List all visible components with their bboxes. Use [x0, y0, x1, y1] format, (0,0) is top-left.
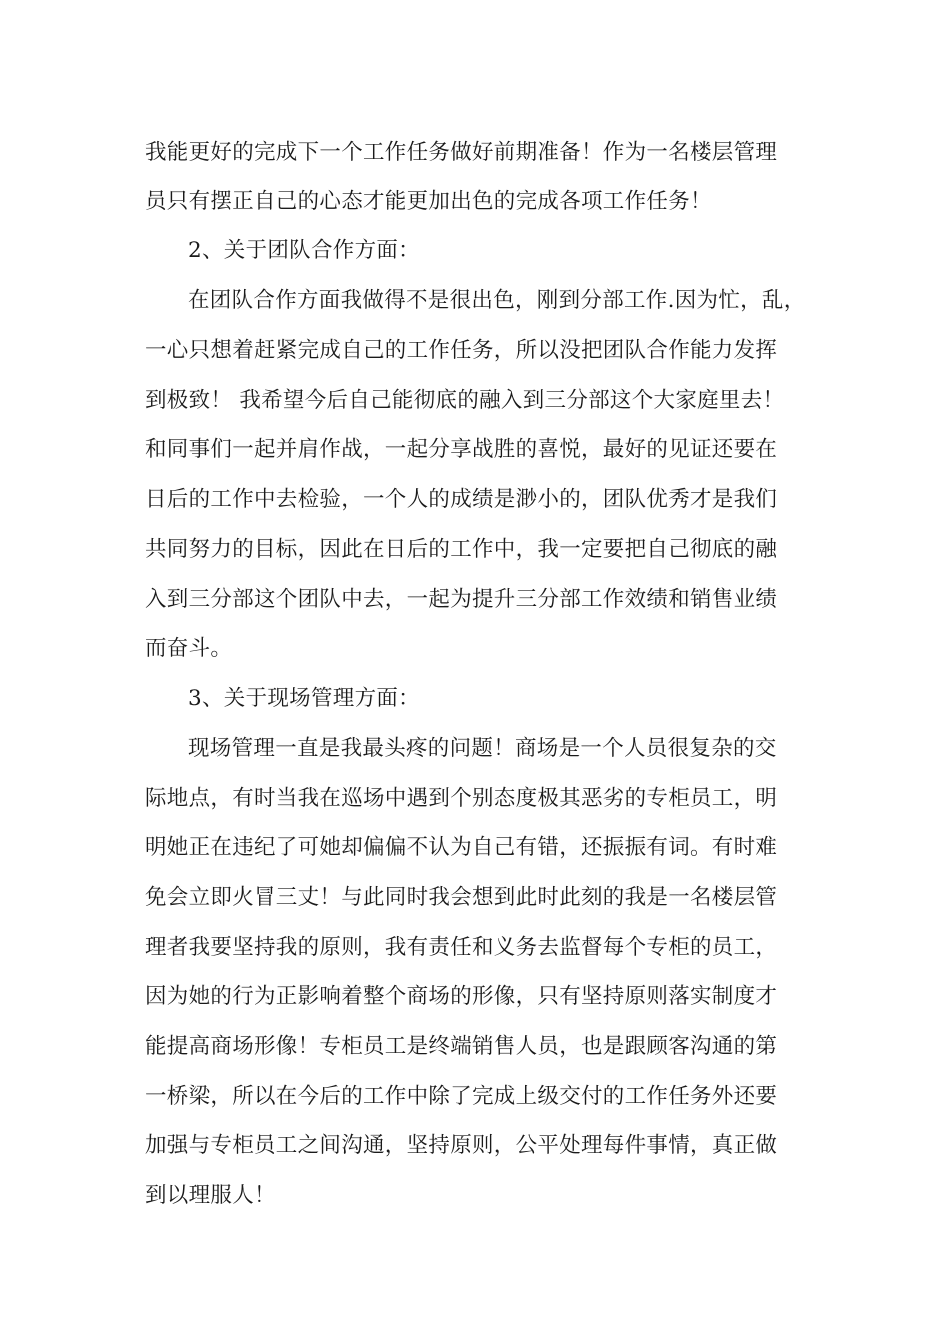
section-heading: 3、关于现场管理方面： — [188, 686, 420, 711]
text-line: 员只有摆正自己的心态才能更加出色的完成各项工作任务！ — [145, 189, 712, 214]
text-line: 和同事们一起并肩作战，一起分享战胜的喜悦，最好的见证还要在 — [145, 437, 778, 462]
text-line: 我能更好的完成下一个工作任务做好前期准备！作为一名楼层管理 — [145, 140, 778, 165]
text-line: 免会立即火冒三丈！与此同时我会想到此时此刻的我是一名楼层管 — [145, 885, 778, 910]
text-line: 到极致！ 我希望今后自己能彻底的融入到三分部这个大家庭里去！ — [145, 388, 785, 413]
text-line: 一桥梁，所以在今后的工作中除了完成上级交付的工作任务外还要 — [145, 1084, 778, 1109]
text-line: 加强与专柜员工之间沟通，坚持原则，公平处理每件事情，真正做 — [145, 1133, 778, 1158]
text-line: 能提高商场形像！专柜员工是终端销售人员，也是跟顾客沟通的第 — [145, 1034, 778, 1059]
text-line: 明她正在违纪了可她却偏偏不认为自己有错，还振振有词。有时难 — [145, 835, 778, 860]
text-line: 而奋斗。 — [145, 636, 233, 661]
section-heading: 2、关于团队合作方面： — [188, 238, 420, 263]
text-line: 一心只想着赶紧完成自己的工作任务，所以没把团队合作能力发挥 — [145, 338, 778, 363]
text-line: 日后的工作中去检验，一个人的成绩是渺小的，团队优秀才是我们 — [145, 487, 778, 512]
text-line: 共同努力的目标，因此在日后的工作中，我一定要把自己彻底的融 — [145, 537, 778, 562]
text-line: 际地点，有时当我在巡场中遇到个别态度极其恶劣的专柜员工，明 — [145, 786, 778, 811]
text-line: 入到三分部这个团队中去，一起为提升三分部工作效绩和销售业绩 — [145, 587, 778, 612]
text-line: 因为她的行为正影响着整个商场的形像，只有坚持原则落实制度才 — [145, 984, 778, 1009]
text-line: 现场管理一直是我最头疼的问题！商场是一个人员很复杂的交 — [188, 736, 777, 761]
text-line: 理者我要坚持我的原则，我有责任和义务去监督每个专柜的员工， — [145, 935, 778, 960]
text-line: 到以理服人！ — [145, 1183, 276, 1208]
text-line: 在团队合作方面我做得不是很出色，刚到分部工作.因为忙，乱， — [188, 288, 806, 313]
